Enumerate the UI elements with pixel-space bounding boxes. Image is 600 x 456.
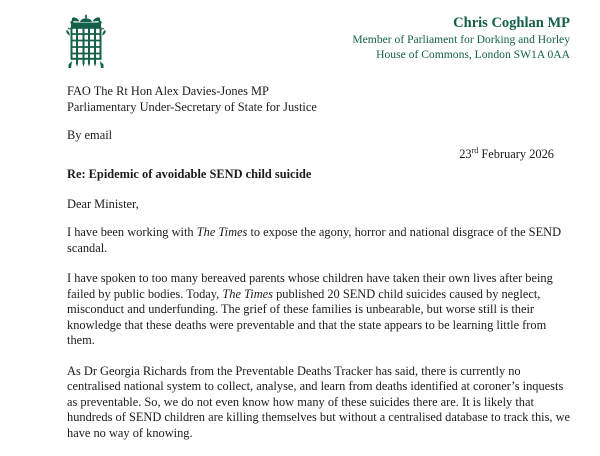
paragraph-2-text-b: published 20 SEND child suicides caused by neglect, misconduct and underfunding. The grief of these families is unbearable, but worse still is their knowledge that these deaths were preventable and that the state appears to be learning little from them.: [67, 286, 547, 347]
recipient-line-1: FAO The Rt Hon Alex Davies-Jones MP: [67, 84, 269, 98]
letter-date: [67, 147, 575, 163]
paragraph-2-text-a: I have spoken to too many bereaved parents whose children have taken their own lives after being failed by public bodies. Today,: [67, 271, 553, 301]
newspaper-title: The Times: [222, 286, 273, 301]
mp-address: House of Commons, London SW1A 0AA: [376, 48, 570, 61]
date-month-year: February 2026: [478, 146, 554, 161]
paragraph-1-text-b: to expose the agony, horror and national disgrace of the SEND scandal.: [67, 225, 562, 255]
portcullis-icon: [64, 13, 108, 69]
mp-name: Chris Coghlan MP: [453, 15, 570, 31]
subject-line: Re: Epidemic of avoidable SEND child suicide: [67, 167, 312, 181]
letterhead: [352, 14, 570, 62]
date-day: 23: [459, 146, 472, 161]
date-suffix: rd: [471, 145, 479, 155]
paragraph-1-text-a: I have been working with: [67, 225, 197, 239]
salutation: Dear Minister,: [67, 196, 139, 211]
paragraph-2: [67, 271, 575, 349]
letter-body: [67, 84, 575, 456]
recipient-line-2: Parliamentary Under-Secretary of State for Justice: [67, 99, 317, 114]
newspaper-title: The Times: [196, 225, 248, 239]
paragraph-3: As Dr Georgia Richards from the Preventable Deaths Tracker has said, there is currently no centralised national system to collect, analyse, and learn from deaths identified at coroner’s inquests as preventable. So, we do not even know how many of these suicides there are. It is likely that hundreds of SEND children are killing themselves but without a centralised database to track this, we have no way of knowing.: [67, 363, 571, 440]
delivery-method: By email: [67, 128, 113, 142]
mp-role: Member of Parliament for Dorking and Horley: [352, 33, 570, 46]
paragraph-1: [67, 225, 575, 256]
